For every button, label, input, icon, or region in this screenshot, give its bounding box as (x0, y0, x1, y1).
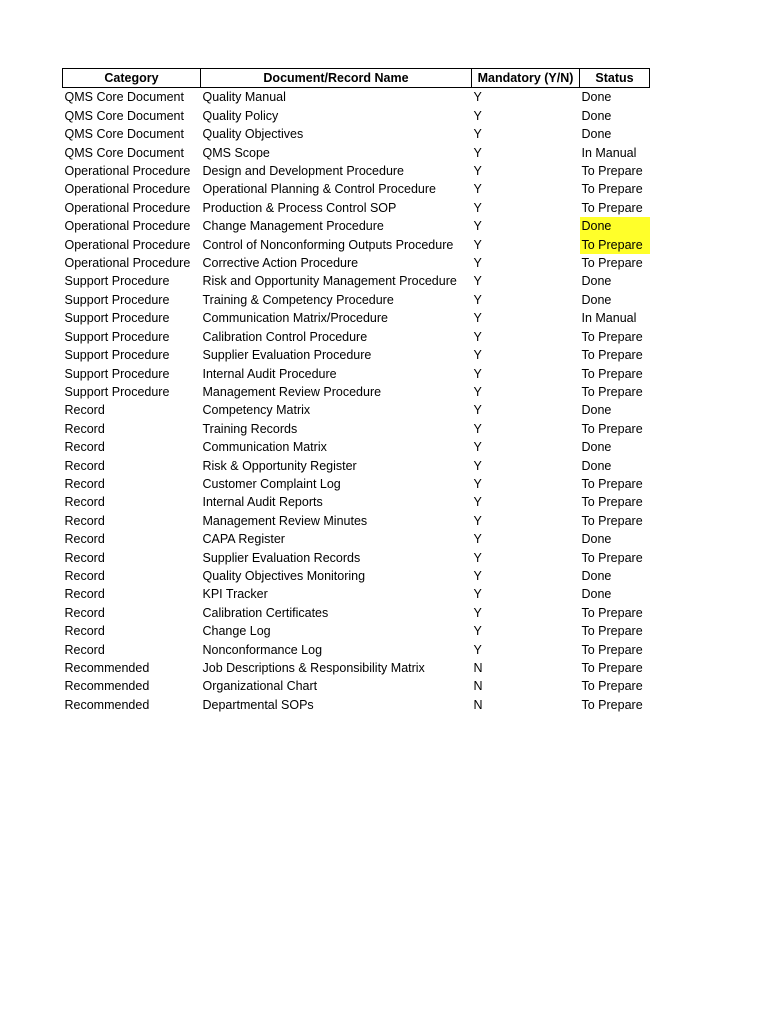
cell-status: To Prepare (581, 182, 643, 197)
cell-status: To Prepare (581, 476, 643, 491)
cell-mandatory: Y (473, 624, 482, 639)
cell-mandatory: Y (473, 568, 482, 583)
cell-mandatory: Y (473, 145, 482, 160)
cell-category: Record (64, 550, 105, 565)
cell-status: To Prepare (581, 256, 643, 271)
table-row (63, 585, 650, 603)
table-row (63, 420, 650, 438)
header-mandatory: Mandatory (Y/N) (472, 69, 580, 88)
cell-status: To Prepare (581, 513, 643, 528)
table-row (63, 236, 650, 254)
cell-mandatory: Y (473, 219, 482, 234)
cell-category: Record (64, 605, 105, 620)
cell-category: Support Procedure (64, 274, 170, 289)
cell-status: To Prepare (581, 164, 643, 179)
cell-category: Recommended (64, 661, 150, 675)
cell-document-name: QMS Scope (202, 145, 270, 160)
table-row (63, 512, 650, 530)
cell-category: Record (64, 624, 105, 639)
document-table-container (62, 68, 650, 714)
cell-category: Record (64, 532, 105, 547)
cell-category: Operational Procedure (64, 256, 191, 271)
cell-document-name: Design and Development Procedure (202, 164, 405, 179)
cell-category: Recommended (64, 697, 150, 712)
cell-status: Done (581, 292, 612, 307)
table-row (63, 217, 650, 235)
cell-mandatory: Y (473, 164, 482, 179)
cell-status: Done (581, 90, 612, 105)
cell-document-name: Nonconformance Log (202, 642, 323, 657)
table-row (63, 365, 650, 383)
table-row (63, 144, 650, 162)
cell-status: To Prepare (581, 624, 643, 639)
cell-document-name: Risk and Opportunity Management Procedure (202, 274, 457, 289)
table-row (63, 272, 650, 290)
cell-mandatory: Y (473, 421, 482, 436)
header-document-record-name: Document/Record Name (201, 69, 472, 88)
table-row (63, 457, 650, 475)
cell-mandatory: Y (473, 403, 482, 418)
cell-status: Done (581, 532, 612, 547)
cell-status: In Manual (581, 311, 637, 326)
table-header-row (63, 69, 650, 88)
cell-document-name: Risk & Opportunity Register (202, 458, 357, 473)
cell-document-name: Supplier Evaluation Records (202, 550, 361, 565)
cell-document-name: Organizational Chart (202, 679, 318, 694)
table-row (63, 475, 650, 493)
cell-category: Record (64, 513, 105, 528)
cell-status: To Prepare (581, 348, 643, 363)
table-row (63, 677, 650, 695)
table-row (63, 659, 650, 677)
cell-mandatory: Y (473, 292, 482, 307)
cell-mandatory: Y (473, 458, 482, 473)
cell-category: Record (64, 421, 105, 436)
cell-status: To Prepare (581, 421, 643, 436)
cell-document-name: Quality Objectives Monitoring (202, 568, 366, 583)
table-row (63, 180, 650, 198)
cell-document-name: Internal Audit Procedure (202, 366, 337, 381)
cell-mandatory: Y (473, 108, 482, 123)
table-row (63, 696, 650, 714)
cell-document-name: Job Descriptions & Responsibility Matrix (202, 661, 425, 675)
header-category: Category (63, 69, 201, 88)
cell-mandatory: Y (473, 550, 482, 565)
cell-status: To Prepare (581, 495, 643, 510)
cell-mandatory: Y (473, 476, 482, 491)
cell-mandatory: N (473, 697, 483, 712)
cell-category: QMS Core Document (64, 127, 184, 142)
cell-category: Record (64, 476, 105, 491)
cell-document-name: Communication Matrix (202, 440, 327, 455)
cell-document-name: Customer Complaint Log (202, 476, 341, 491)
table-row (63, 604, 650, 622)
cell-document-name: Quality Manual (202, 90, 286, 105)
cell-document-name: Internal Audit Reports (202, 495, 323, 510)
cell-status: In Manual (581, 145, 637, 160)
cell-mandatory: Y (473, 90, 482, 105)
cell-category: Support Procedure (64, 384, 170, 399)
cell-status: To Prepare (581, 550, 643, 565)
cell-mandatory: N (473, 661, 483, 675)
cell-document-name: KPI Tracker (202, 587, 268, 602)
cell-status: To Prepare (581, 384, 643, 399)
header-status: Status (580, 69, 650, 88)
cell-mandatory: Y (473, 200, 482, 215)
cell-category: Record (64, 403, 105, 418)
cell-category: Support Procedure (64, 311, 170, 326)
table-row (63, 346, 650, 364)
table-row (63, 530, 650, 548)
table-row (63, 383, 650, 401)
cell-category: QMS Core Document (64, 108, 184, 123)
cell-mandatory: Y (473, 495, 482, 510)
cell-document-name: CAPA Register (202, 532, 285, 547)
table-body (63, 88, 650, 714)
table-row (63, 125, 650, 143)
cell-status: To Prepare (581, 679, 643, 694)
cell-status: To Prepare (581, 642, 643, 657)
cell-mandatory: Y (473, 311, 482, 326)
cell-status: Done (581, 108, 612, 123)
cell-mandatory: Y (473, 127, 482, 142)
cell-document-name: Departmental SOPs (202, 697, 314, 712)
cell-mandatory: Y (473, 513, 482, 528)
cell-document-name: Operational Planning & Control Procedure (202, 182, 436, 197)
cell-mandatory: Y (473, 642, 482, 657)
cell-status: Done (581, 274, 612, 289)
cell-mandatory: Y (473, 348, 482, 363)
cell-status: To Prepare (581, 605, 643, 620)
cell-document-name: Communication Matrix/Procedure (202, 311, 388, 326)
cell-status: To Prepare (581, 697, 643, 712)
cell-mandatory: Y (473, 440, 482, 455)
cell-document-name: Calibration Certificates (202, 605, 329, 620)
cell-category: Support Procedure (64, 329, 170, 344)
cell-status: To Prepare (581, 661, 643, 675)
cell-document-name: Competency Matrix (202, 403, 311, 418)
cell-mandatory: Y (473, 182, 482, 197)
table-row (63, 567, 650, 585)
cell-category: Operational Procedure (64, 182, 191, 197)
table-row (63, 328, 650, 346)
cell-mandatory: N (473, 679, 483, 694)
cell-category: Support Procedure (64, 348, 170, 363)
cell-category: Support Procedure (64, 366, 170, 381)
table-row (63, 162, 650, 180)
table-row (63, 438, 650, 456)
cell-mandatory: Y (473, 587, 482, 602)
cell-category: Record (64, 568, 105, 583)
cell-mandatory: Y (473, 605, 482, 620)
cell-category: Record (64, 440, 105, 455)
cell-category: Operational Procedure (64, 200, 191, 215)
cell-status: Done (581, 127, 612, 142)
cell-status: Done (580, 217, 650, 235)
cell-category: Operational Procedure (64, 164, 191, 179)
cell-category: Record (64, 642, 105, 657)
cell-category: Record (64, 458, 105, 473)
cell-category: Recommended (64, 679, 150, 694)
cell-category: Record (64, 587, 105, 602)
cell-document-name: Training & Competency Procedure (202, 292, 394, 307)
cell-mandatory: Y (473, 366, 482, 381)
table-row (63, 493, 650, 511)
table-row (63, 107, 650, 125)
cell-document-name: Production & Process Control SOP (202, 200, 397, 215)
cell-status: Done (581, 440, 612, 455)
cell-mandatory: Y (473, 237, 482, 252)
table-row (63, 401, 650, 419)
cell-document-name: Management Review Procedure (202, 384, 382, 399)
cell-document-name: Supplier Evaluation Procedure (202, 348, 372, 363)
cell-status: To Prepare (581, 329, 643, 344)
cell-category: QMS Core Document (64, 145, 184, 160)
table-row (63, 88, 650, 107)
cell-document-name: Calibration Control Procedure (202, 329, 368, 344)
cell-mandatory: Y (473, 256, 482, 271)
table-row (63, 622, 650, 640)
cell-status: Done (581, 403, 612, 418)
cell-status: Done (581, 458, 612, 473)
cell-document-name: Training Records (202, 421, 298, 436)
table-row (63, 291, 650, 309)
cell-document-name: Management Review Minutes (202, 513, 368, 528)
cell-category: Operational Procedure (64, 219, 191, 234)
table-row (63, 549, 650, 567)
cell-status: To Prepare (581, 366, 643, 381)
cell-status: Done (581, 587, 612, 602)
table-row (63, 199, 650, 217)
cell-document-name: Quality Objectives (202, 127, 304, 142)
table-row (63, 641, 650, 659)
cell-mandatory: Y (473, 532, 482, 547)
table-row (63, 309, 650, 327)
cell-mandatory: Y (473, 274, 482, 289)
cell-document-name: Change Log (202, 624, 271, 639)
cell-document-name: Control of Nonconforming Outputs Procedure (202, 237, 454, 252)
cell-category: Operational Procedure (64, 237, 191, 252)
cell-document-name: Quality Policy (202, 108, 279, 123)
document-register-table (62, 68, 650, 714)
cell-status: Done (581, 568, 612, 583)
cell-status: To Prepare (580, 236, 650, 254)
cell-document-name: Corrective Action Procedure (202, 256, 359, 271)
cell-document-name: Change Management Procedure (202, 219, 384, 234)
cell-category: Support Procedure (64, 292, 170, 307)
cell-category: Record (64, 495, 105, 510)
table-row (63, 254, 650, 272)
cell-status: To Prepare (581, 200, 643, 215)
cell-mandatory: Y (473, 329, 482, 344)
cell-mandatory: Y (473, 384, 482, 399)
cell-category: QMS Core Document (64, 90, 184, 105)
